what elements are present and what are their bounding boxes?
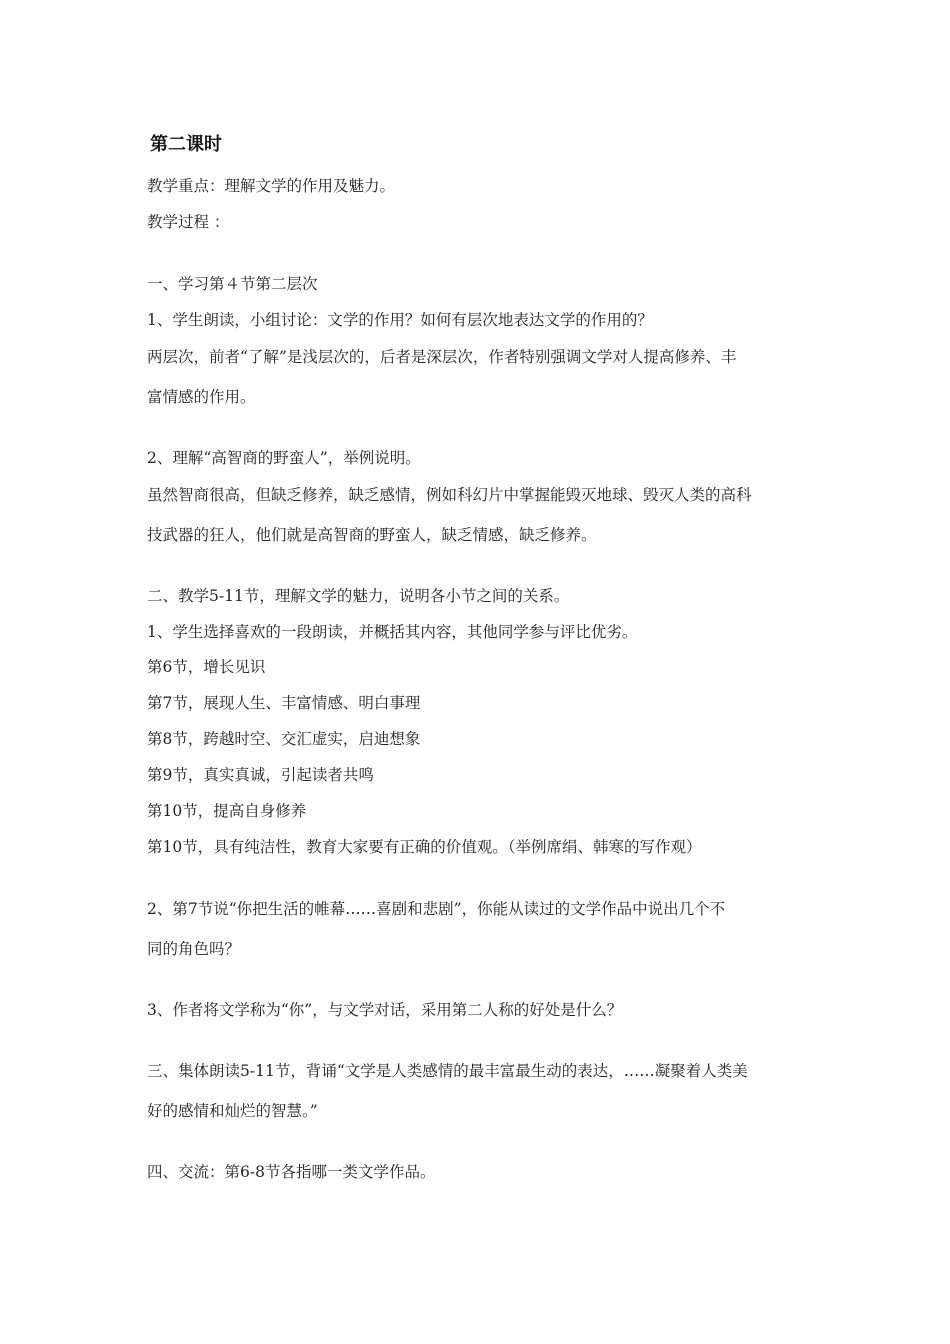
section-four-heading: 四、交流：第6-8节各指哪一类文学作品。 bbox=[147, 1163, 436, 1181]
list-item: 第10节，提高自身修养 bbox=[147, 802, 307, 820]
paragraph-line: 2、理解“高智商的野蛮人”，举例说明。 bbox=[147, 449, 421, 467]
section-one-heading: 一、学习第４节第二层次 bbox=[147, 275, 318, 293]
list-item: 第7节，展现人生、丰富情感、明白事理 bbox=[147, 694, 421, 712]
paragraph-line: 技武器的狂人，他们就是高智商的野蛮人，缺乏情感，缺乏修养。 bbox=[147, 526, 597, 544]
list-item: 第8节，跨越时空、交汇虚实，启迪想象 bbox=[147, 730, 421, 748]
section-three-heading: 三、集体朗读5-11节，背诵“文学是人类感情的最丰富最生动的表达，……凝聚着人类美 bbox=[147, 1062, 748, 1080]
paragraph-line: 2、第7节说“你把生活的帷幕……喜剧和悲剧”，你能从读过的文学作品中说出几个不 bbox=[147, 900, 726, 918]
list-item: 第9节，真实真诚，引起读者共鸣 bbox=[147, 766, 374, 784]
teaching-process-heading: 教学过程 ： bbox=[147, 213, 230, 231]
paragraph-line: 1、学生选择喜欢的一段朗读，并概括其内容，其他同学参与评比优劣。 bbox=[147, 623, 638, 641]
list-item: 第10节，具有纯洁性，教育大家要有正确的价值观。（举例席绢、韩寒的写作观） bbox=[147, 838, 702, 856]
lesson-title: 第二课时 bbox=[150, 134, 222, 155]
teaching-focus: 教学重点：理解文学的作用及魅力。 bbox=[147, 177, 396, 195]
paragraph-line: 富情感的作用。 bbox=[147, 388, 256, 406]
paragraph-line: 两层次，前者“了解”是浅层次的，后者是深层次，作者特别强调文学对人提高修养、丰 bbox=[147, 348, 737, 366]
paragraph-line: 好的感情和灿烂的智慧。” bbox=[147, 1102, 318, 1120]
paragraph-line: 虽然智商很高，但缺乏修养，缺乏感情，例如科幻片中掌握能毁灭地球、毁灭人类的高科 bbox=[147, 486, 752, 504]
paragraph-line: 3、作者将文学称为“你”，与文学对话，采用第二人称的好处是什么？ bbox=[147, 1001, 623, 1019]
list-item: 第6节，增长见识 bbox=[147, 658, 266, 676]
section-two-heading: 二、教学5-11节，理解文学的魅力，说明各小节之间的关系。 bbox=[147, 587, 570, 605]
paragraph-line: 同的角色吗？ bbox=[147, 940, 241, 958]
paragraph-line: 1、学生朗读，小组讨论：文学的作用？如何有层次地表达文学的作用的？ bbox=[147, 311, 653, 329]
